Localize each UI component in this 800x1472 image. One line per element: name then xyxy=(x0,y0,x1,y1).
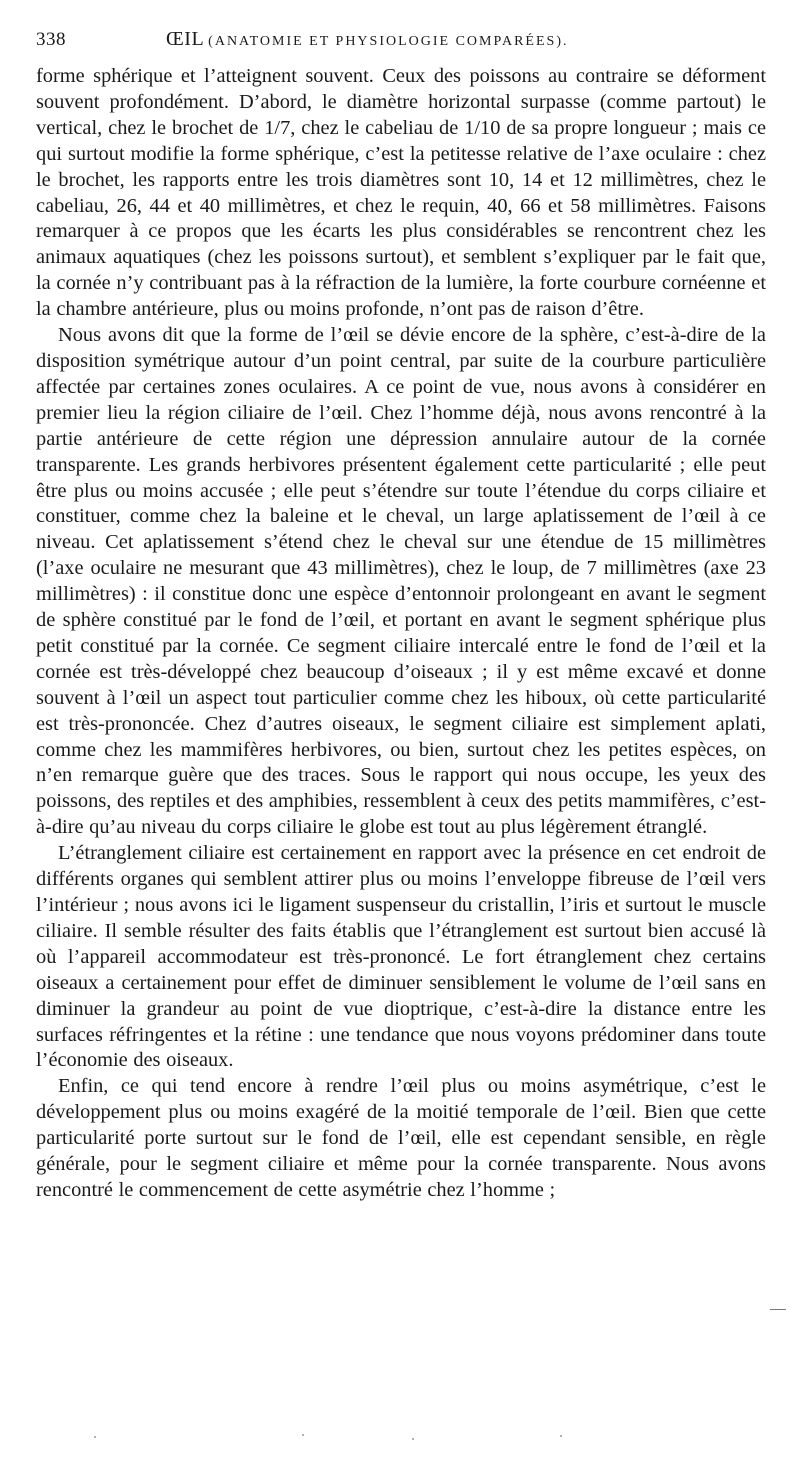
document-page xyxy=(36,28,766,1204)
paragraph-ciliary-region: Nous avons dit que la forme de l’œil se dévie encore de la sphère, c’est-à-dire de la disposition symétrique autour d’un point central, par suite de la courbure particulière affectée par certaines zones oculaires. A ce point de vue, nous avons à considérer en premier lieu la région ciliaire de l’œil. Chez l’homme déjà, nous avons rencontré à la partie antérieure de cette région une dépression annulaire autour de la cornée transparente. Les grands herbivores présentent également cette particularité ; elle peut être plus ou moins accusée ; elle peut s’étendre sur toute l’étendue du corps ciliaire et constituer, comme chez la baleine et le cheval, un large aplatissement de l’œil à ce niveau. Cet aplatissement s’étend chez le cheval sur une étendue de 15 millimètres (l’axe oculaire ne mesurant que 43 millimètres), chez le loup, de 7 millimètres (axe 23 millimètres) : il constitue donc une espèce d’entonnoir prolongeant en avant le segment de sphère constitué par le fond de l’œil, et portant en avant le segment sphérique plus petit constitué par la cornée. Ce segment ciliaire intercalé entre le fond de l’œil et la cornée est très-développé chez beaucoup d’oiseaux ; il y est même excavé et donne souvent à l’œil un aspect tout particulier comme chez les hiboux, où cette particularité est très-prononcée. Chez d’autres oiseaux, le segment ciliaire est simplement aplati, comme chez les mammifères herbivores, ou bien, surtout chez les petites espèces, on n’en remarque guère que des traces. Sous le rapport qui nous occupe, les yeux des poissons, des reptiles et des amphibies, ressemblent à ceux des petits mammifères, c’est-à-dire qu’au niveau du corps ciliaire le globe est tout au plus légèrement étranglé. xyxy=(36,324,766,839)
running-head xyxy=(36,28,766,58)
scan-speck xyxy=(560,1435,562,1437)
paragraph-asymmetry: Enfin, ce qui tend encore à rendre l’œil plus ou moins asymétrique, c’est le développement plus ou moins exagéré de la moitié temporale de l’œil. Bien que cette particularité porte surtout sur le fond de l’œil, elle est cependant sensible, en règle générale, pour le segment ciliaire et même pour la cornée transparente. Nous avons rencontré le commencement de cette asymétrie chez l’homme ; xyxy=(36,1075,766,1201)
page-number: 338 xyxy=(36,29,66,50)
scan-speck xyxy=(302,1434,304,1436)
running-head-title: ŒIL xyxy=(166,28,205,50)
paragraph-continuation: forme sphérique et l’atteignent souvent. Ceux des poissons au contraire se déforment souvent profondément. D’abord, le diamètre horizontal surpasse (comme partout) le vertical, chez le brochet de 1/7, chez le cabeliau de 1/10 de sa propre longueur ; mais ce qui surtout modifie la forme sphérique, c’est la petitesse relative de l’axe oculaire : chez le brochet, les rapports entre les trois diamètres sont 10, 14 et 12 millimètres, chez le cabeliau, 26, 44 et 40 millimètres, et chez le requin, 40, 66 et 58 millimètres. Faisons remarquer à ce propos que les écarts les plus considérables se rencontrent chez les animaux aquatiques (chez les poissons surtout), et semblent s’expliquer par le fait que, la cornée n’y contribuant pas à la réfraction de la lumière, la forte courbure cornéenne et la chambre antérieure, plus ou moins profonde, n’ont pas de raison d’être. xyxy=(36,65,766,321)
paragraph-ciliary-constriction: L’étranglement ciliaire est certainement en rapport avec la présence en cet endroit de différents organes qui semblent attirer plus ou moins l’enveloppe fibreuse de l’œil vers l’intérieur ; nous avons ici le ligament suspenseur du cristallin, l’iris et surtout le muscle ciliaire. Il semble résulter des faits établis que l’étranglement est surtout bien accusé là où l’appareil accommodateur est très-prononcé. Le fort étranglement chez certains oiseaux a certainement pour effet de diminuer sensiblement le volume de l’œil sans en diminuer la grandeur au point de vue dioptrique, c’est-à-dire la distance entre les surfaces réfringentes et la rétine : une tendance que nous voyons prédominer dans toute l’économie des oiseaux. xyxy=(36,842,766,1072)
running-head-subtitle: (ANATOMIE ET PHYSIOLOGIE COMPARÉES). xyxy=(208,34,569,49)
margin-dash xyxy=(770,1309,786,1310)
scan-speck xyxy=(94,1436,96,1438)
scan-specks xyxy=(0,1430,800,1450)
body-text xyxy=(36,64,766,1204)
scan-speck xyxy=(412,1438,414,1440)
